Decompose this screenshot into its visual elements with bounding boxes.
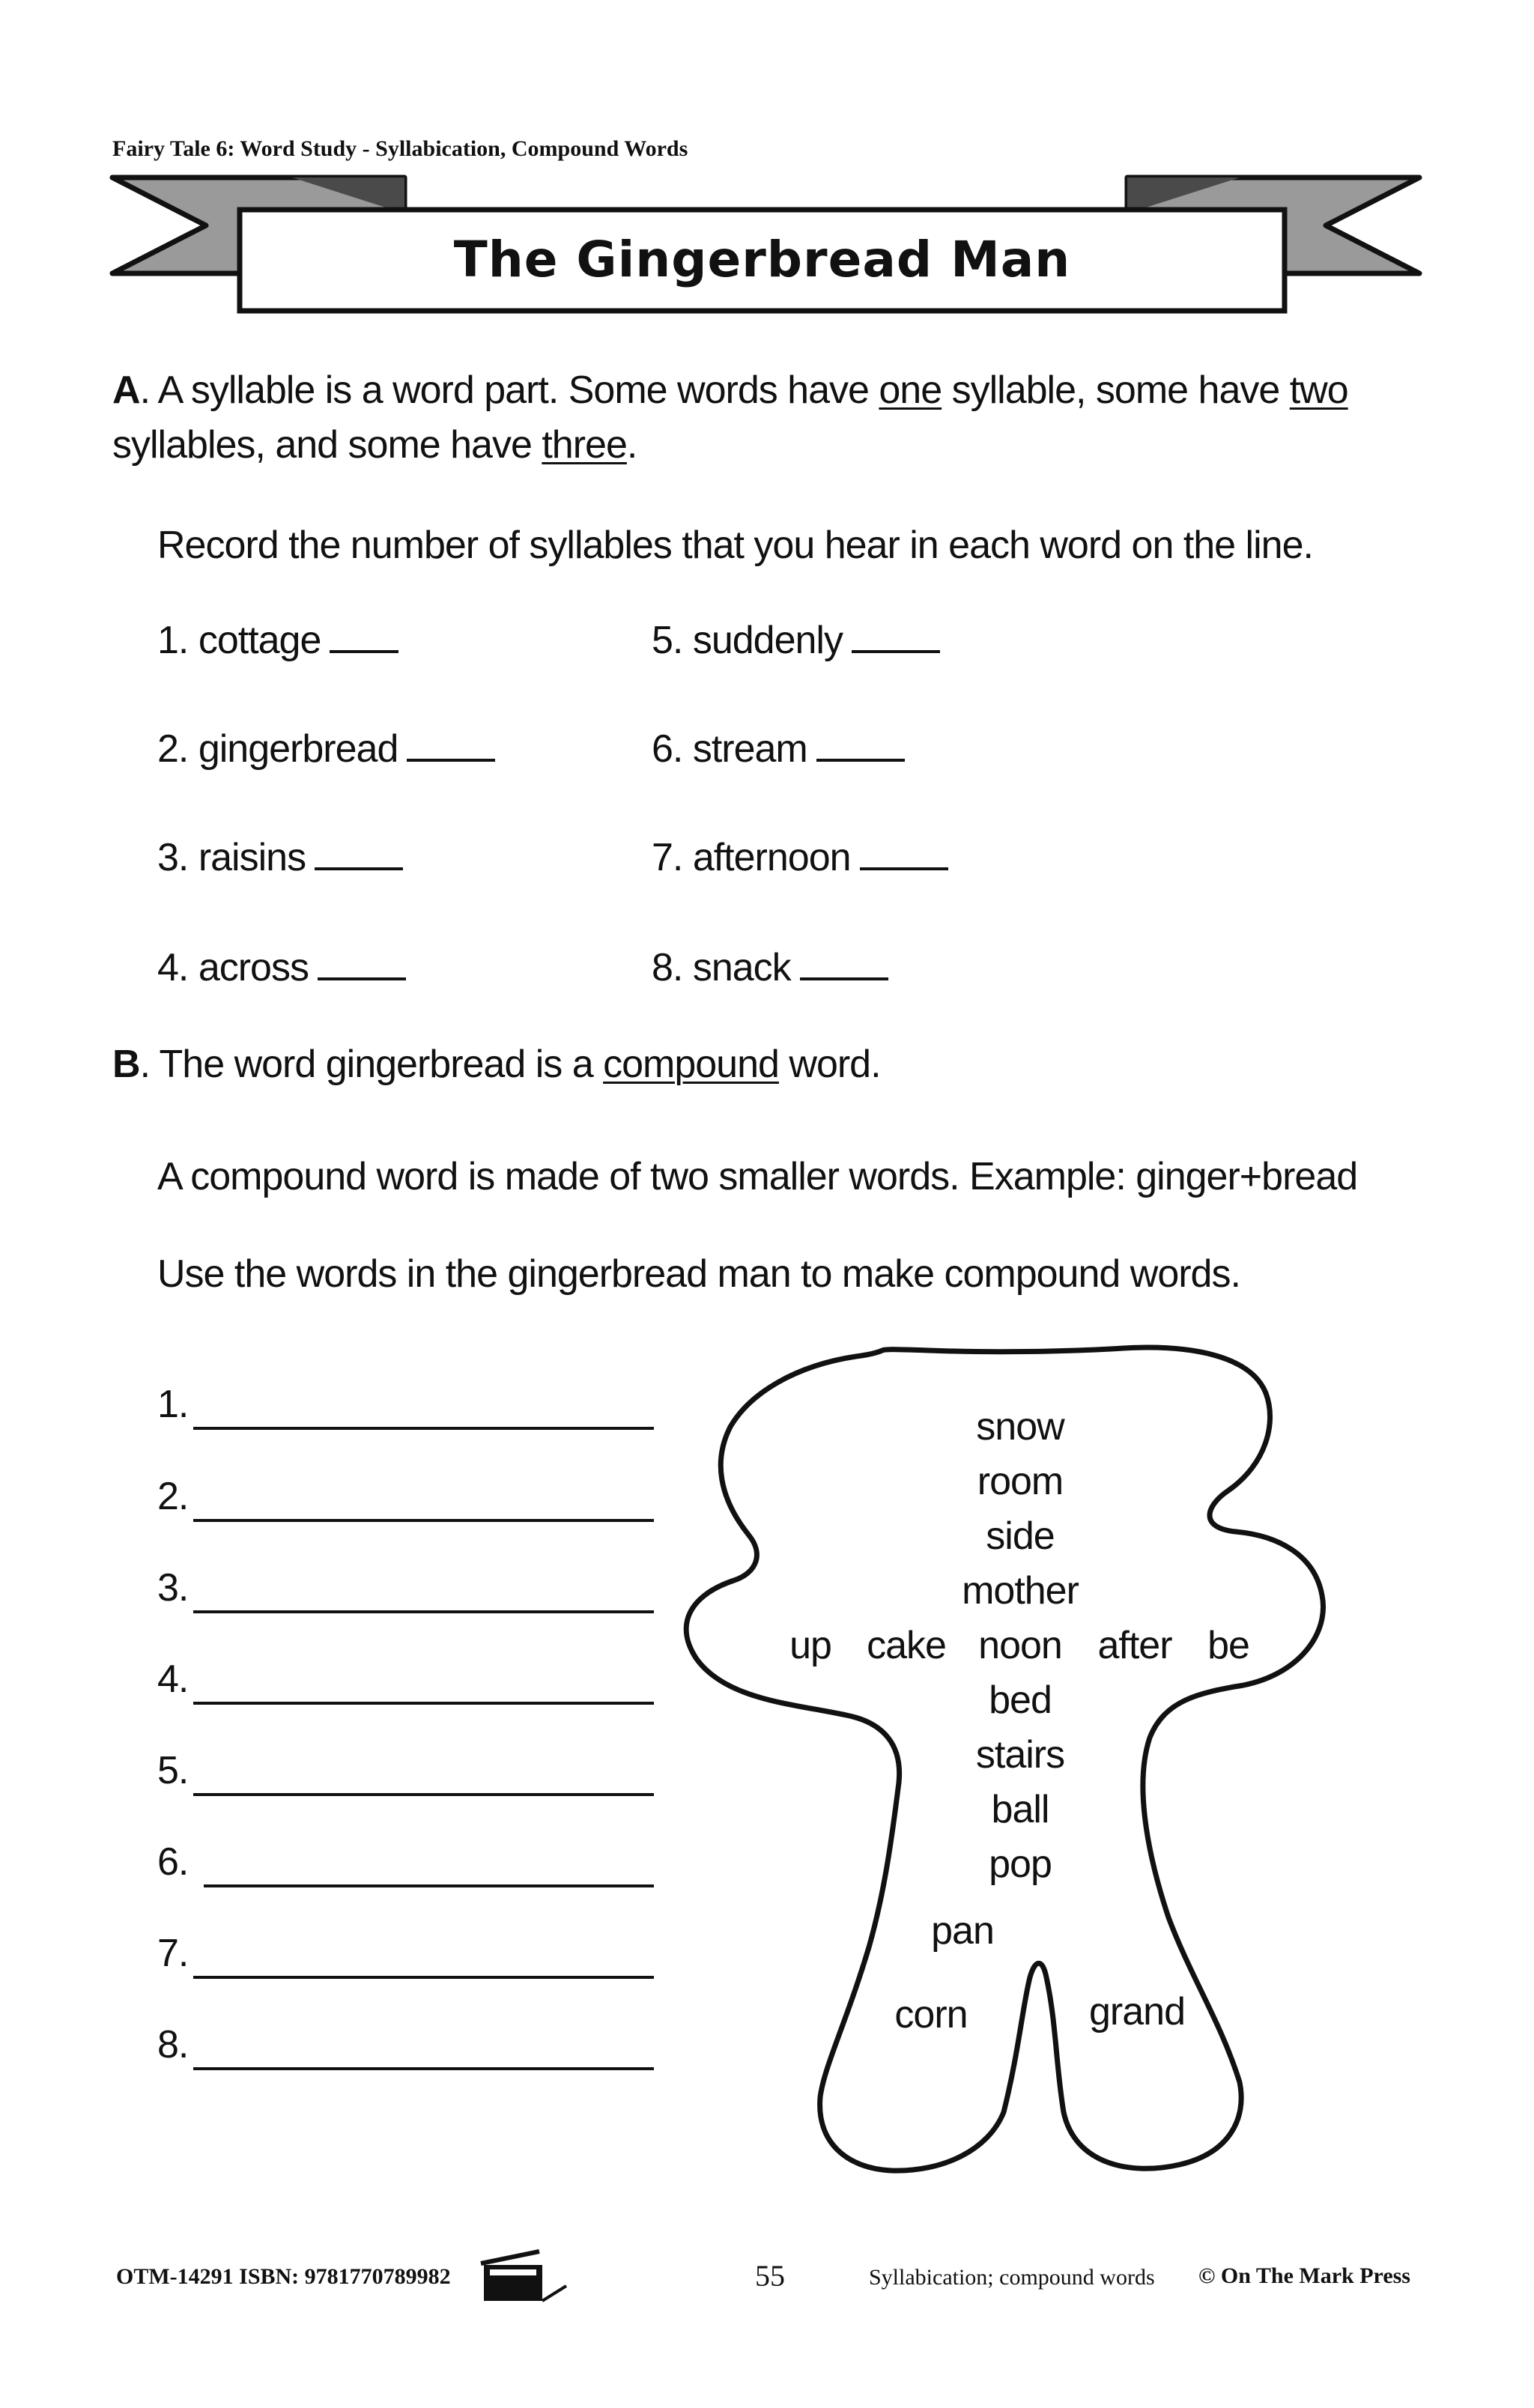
part-a-instruction: Record the number of syllables that you hear in each word on the line. (157, 524, 1313, 567)
ginger-word-grand: grand (1089, 1990, 1185, 2034)
footer-isbn: OTM-14291 ISBN: 9781770789982 (116, 2264, 451, 2289)
syllable-item-7: 7. afternoon (652, 835, 948, 880)
syllable-item-2: 2. gingerbread (157, 727, 495, 771)
answer-number-2: 2. (157, 1475, 189, 1518)
word-one: one (879, 369, 942, 412)
ginger-word-room: room (977, 1460, 1064, 1503)
ginger-word-stairs: stairs (975, 1733, 1065, 1777)
syllable-item-1: 1. cottage (157, 618, 398, 663)
ginger-word-after: after (1097, 1624, 1172, 1667)
ginger-word-snow: snow (976, 1405, 1064, 1449)
part-a-intro: A. A syllable is a word part. Some words have one syllable, some have two syllables, and some have three. (112, 369, 1348, 467)
syllable-item-3: 3. raisins (157, 835, 403, 880)
answer-number-7: 7. (157, 1932, 189, 1975)
part-b-instruction: Use the words in the gingerbread man to make compound words. (157, 1252, 1240, 1296)
part-b-intro: B. The word gingerbread is a compound word. (112, 1043, 881, 1086)
ginger-word-corn: corn (894, 1993, 968, 2037)
footer-topic: Syllabication; compound words (869, 2265, 1155, 2290)
syllable-item-6: 6. stream (652, 727, 905, 771)
syllable-item-5: 5. suddenly (652, 618, 940, 663)
word-two: two (1289, 369, 1348, 412)
answer-number-4: 4. (157, 1658, 189, 1701)
answer-number-5: 5. (157, 1749, 189, 1792)
answer-number-3: 3. (157, 1566, 189, 1610)
ginger-word-pan: pan (931, 1909, 994, 1953)
section-header: Fairy Tale 6: Word Study - Syllabication, Compound Words (112, 136, 688, 161)
word-three: three (542, 422, 627, 467)
page-title: The Gingerbread Man (453, 231, 1071, 288)
part-b-letter: B (112, 1043, 140, 1086)
answer-number-8: 8. (157, 2023, 189, 2066)
part-a-letter: A (112, 369, 140, 412)
word-compound: compound (603, 1043, 779, 1086)
ginger-word-be: be (1207, 1624, 1249, 1667)
ginger-word-noon: noon (978, 1624, 1062, 1667)
ginger-word-cake: cake (867, 1624, 946, 1667)
footer-publisher: © On The Mark Press (1198, 2263, 1410, 2288)
ginger-word-ball: ball (991, 1788, 1049, 1831)
syllable-item-4: 4. across (157, 945, 406, 990)
ginger-word-pop: pop (989, 1843, 1052, 1886)
page-number: 55 (755, 2259, 785, 2293)
syllable-item-8: 8. snack (652, 945, 888, 990)
ginger-word-bed: bed (989, 1678, 1052, 1722)
ginger-word-mother: mother (962, 1569, 1079, 1613)
ginger-word-up: up (789, 1624, 831, 1667)
compound-definition: A compound word is made of two smaller words. Example: ginger+bread (157, 1155, 1358, 1198)
book-logo-icon (479, 2247, 569, 2307)
ginger-word-side: side (986, 1514, 1055, 1558)
answer-number-1: 1. (157, 1383, 189, 1426)
answer-number-6: 6. (157, 1840, 189, 1884)
